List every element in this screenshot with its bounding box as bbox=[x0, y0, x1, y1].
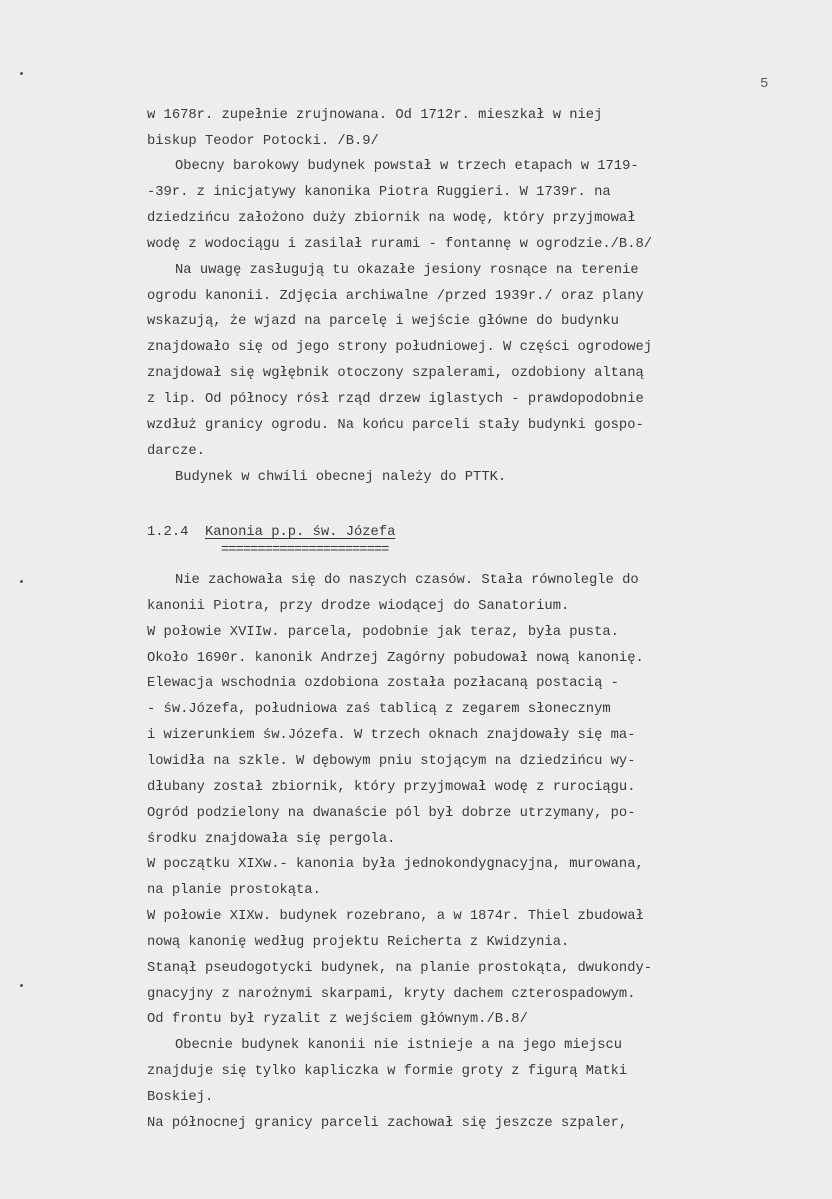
text-line: nową kanonię według projektu Reicherta z Kwidzynia. bbox=[147, 934, 570, 950]
text-line: -39r. z inicjatywy kanonika Piotra Ruggieri. W 1739r. na bbox=[147, 185, 611, 200]
text-line: Elewacja wschodnia ozdobiona została pozłacaną postacią - bbox=[147, 676, 619, 692]
text-line: znajdował się wgłębnik otoczony szpalerami, ozdobiony altaną bbox=[147, 366, 644, 381]
text-line: ogrodu kanonii. Zdjęcia archiwalne /przed 1939r./ oraz plany bbox=[147, 289, 644, 304]
section-title: Kanonia p.p. św. Józefa bbox=[204, 525, 396, 540]
text-line: W początku XIXw.- kanonia była jednokondygnacyjna, murowana, bbox=[147, 857, 644, 873]
punch-mark bbox=[20, 984, 23, 987]
text-line: dziedzińcu założono duży zbiornik na wodę, który przyjmował bbox=[147, 211, 636, 226]
text-line: Obecny barokowy budynek powstał w trzech etapach w 1719- bbox=[175, 159, 639, 174]
text-line: Od frontu był ryzalit z wejściem głównym./B.8/ bbox=[147, 1012, 528, 1028]
punch-mark bbox=[20, 580, 23, 583]
text-line: na planie prostokąta. bbox=[147, 883, 321, 899]
text-line: biskup Teodor Potocki. /B.9/ bbox=[147, 134, 379, 149]
text-line: Na uwagę zasługują tu okazałe jesiony rosnące na terenie bbox=[175, 263, 639, 278]
section-heading bbox=[147, 524, 395, 542]
text-line: wodę z wodociągu i zasilał rurami - fontannę w ogrodzie./B.8/ bbox=[147, 237, 653, 252]
text-line: lowidła na szkle. W dębowym pniu stojącym na dziedzińcu wy- bbox=[147, 753, 636, 769]
text-line: W połowie XIXw. budynek rozebrano, a w 1874r. Thiel zbudował bbox=[147, 909, 644, 925]
text-line: Na północnej granicy parceli zachował się jeszcze szpaler, bbox=[147, 1115, 628, 1131]
text-line: Około 1690r. kanonik Andrzej Zagórny pobudował nową kanonię. bbox=[147, 650, 644, 666]
text-line: gnacyjny z narożnymi skarpami, kryty dachem czterospadowym. bbox=[147, 986, 636, 1002]
page-number: 5 bbox=[760, 76, 769, 92]
text-line: Boskiej. bbox=[147, 1090, 214, 1105]
text-line: znajduje się tylko kapliczka w formie groty z figurą Matki bbox=[147, 1064, 628, 1080]
section-number: 1.2.4 bbox=[147, 525, 189, 540]
text-line: środku znajdowała się pergola. bbox=[147, 831, 396, 847]
text-line: W połowie XVIIw. parcela, podobnie jak teraz, była pusta. bbox=[147, 624, 619, 640]
text-line: wskazują, że wjazd na parcelę i wejście główne do budynku bbox=[147, 314, 619, 329]
text-line: wzdłuż granicy ogrodu. Na końcu parceli stały budynki gospo- bbox=[147, 418, 644, 433]
text-line: z lip. Od północy rósł rząd drzew iglastych - prawdopodobnie bbox=[147, 392, 644, 407]
text-line: Obecnie budynek kanonii nie istnieje a na jego miejscu bbox=[175, 1038, 623, 1054]
section-underline: ======================= bbox=[221, 543, 389, 558]
text-line: Ogród podzielony na dwanaście pól był dobrze utrzymany, po- bbox=[147, 805, 636, 821]
text-line: Budynek w chwili obecnej należy do PTTK. bbox=[175, 470, 507, 485]
text-line: znajdowało się od jego strony południowej. W części ogrodowej bbox=[147, 340, 653, 355]
text-line: kanonii Piotra, przy drodze wiodącej do Sanatorium. bbox=[147, 598, 570, 614]
text-line: dłubany został zbiornik, który przyjmował wodę z rurociągu. bbox=[147, 779, 636, 795]
punch-mark bbox=[20, 72, 23, 75]
text-line: - św.Józefa, południowa zaś tablicą z zegarem słonecznym bbox=[147, 702, 611, 718]
text-line: Stanął pseudogotycki budynek, na planie prostokąta, dwukondy- bbox=[147, 960, 653, 976]
text-line: Nie zachowała się do naszych czasów. Stała równolegle do bbox=[175, 573, 639, 588]
text-line: i wizerunkiem św.Józefa. W trzech oknach znajdowały się ma- bbox=[147, 728, 636, 744]
text-line: darcze. bbox=[147, 444, 205, 459]
text-line: w 1678r. zupełnie zrujnowana. Od 1712r. mieszkał w niej bbox=[147, 108, 603, 123]
